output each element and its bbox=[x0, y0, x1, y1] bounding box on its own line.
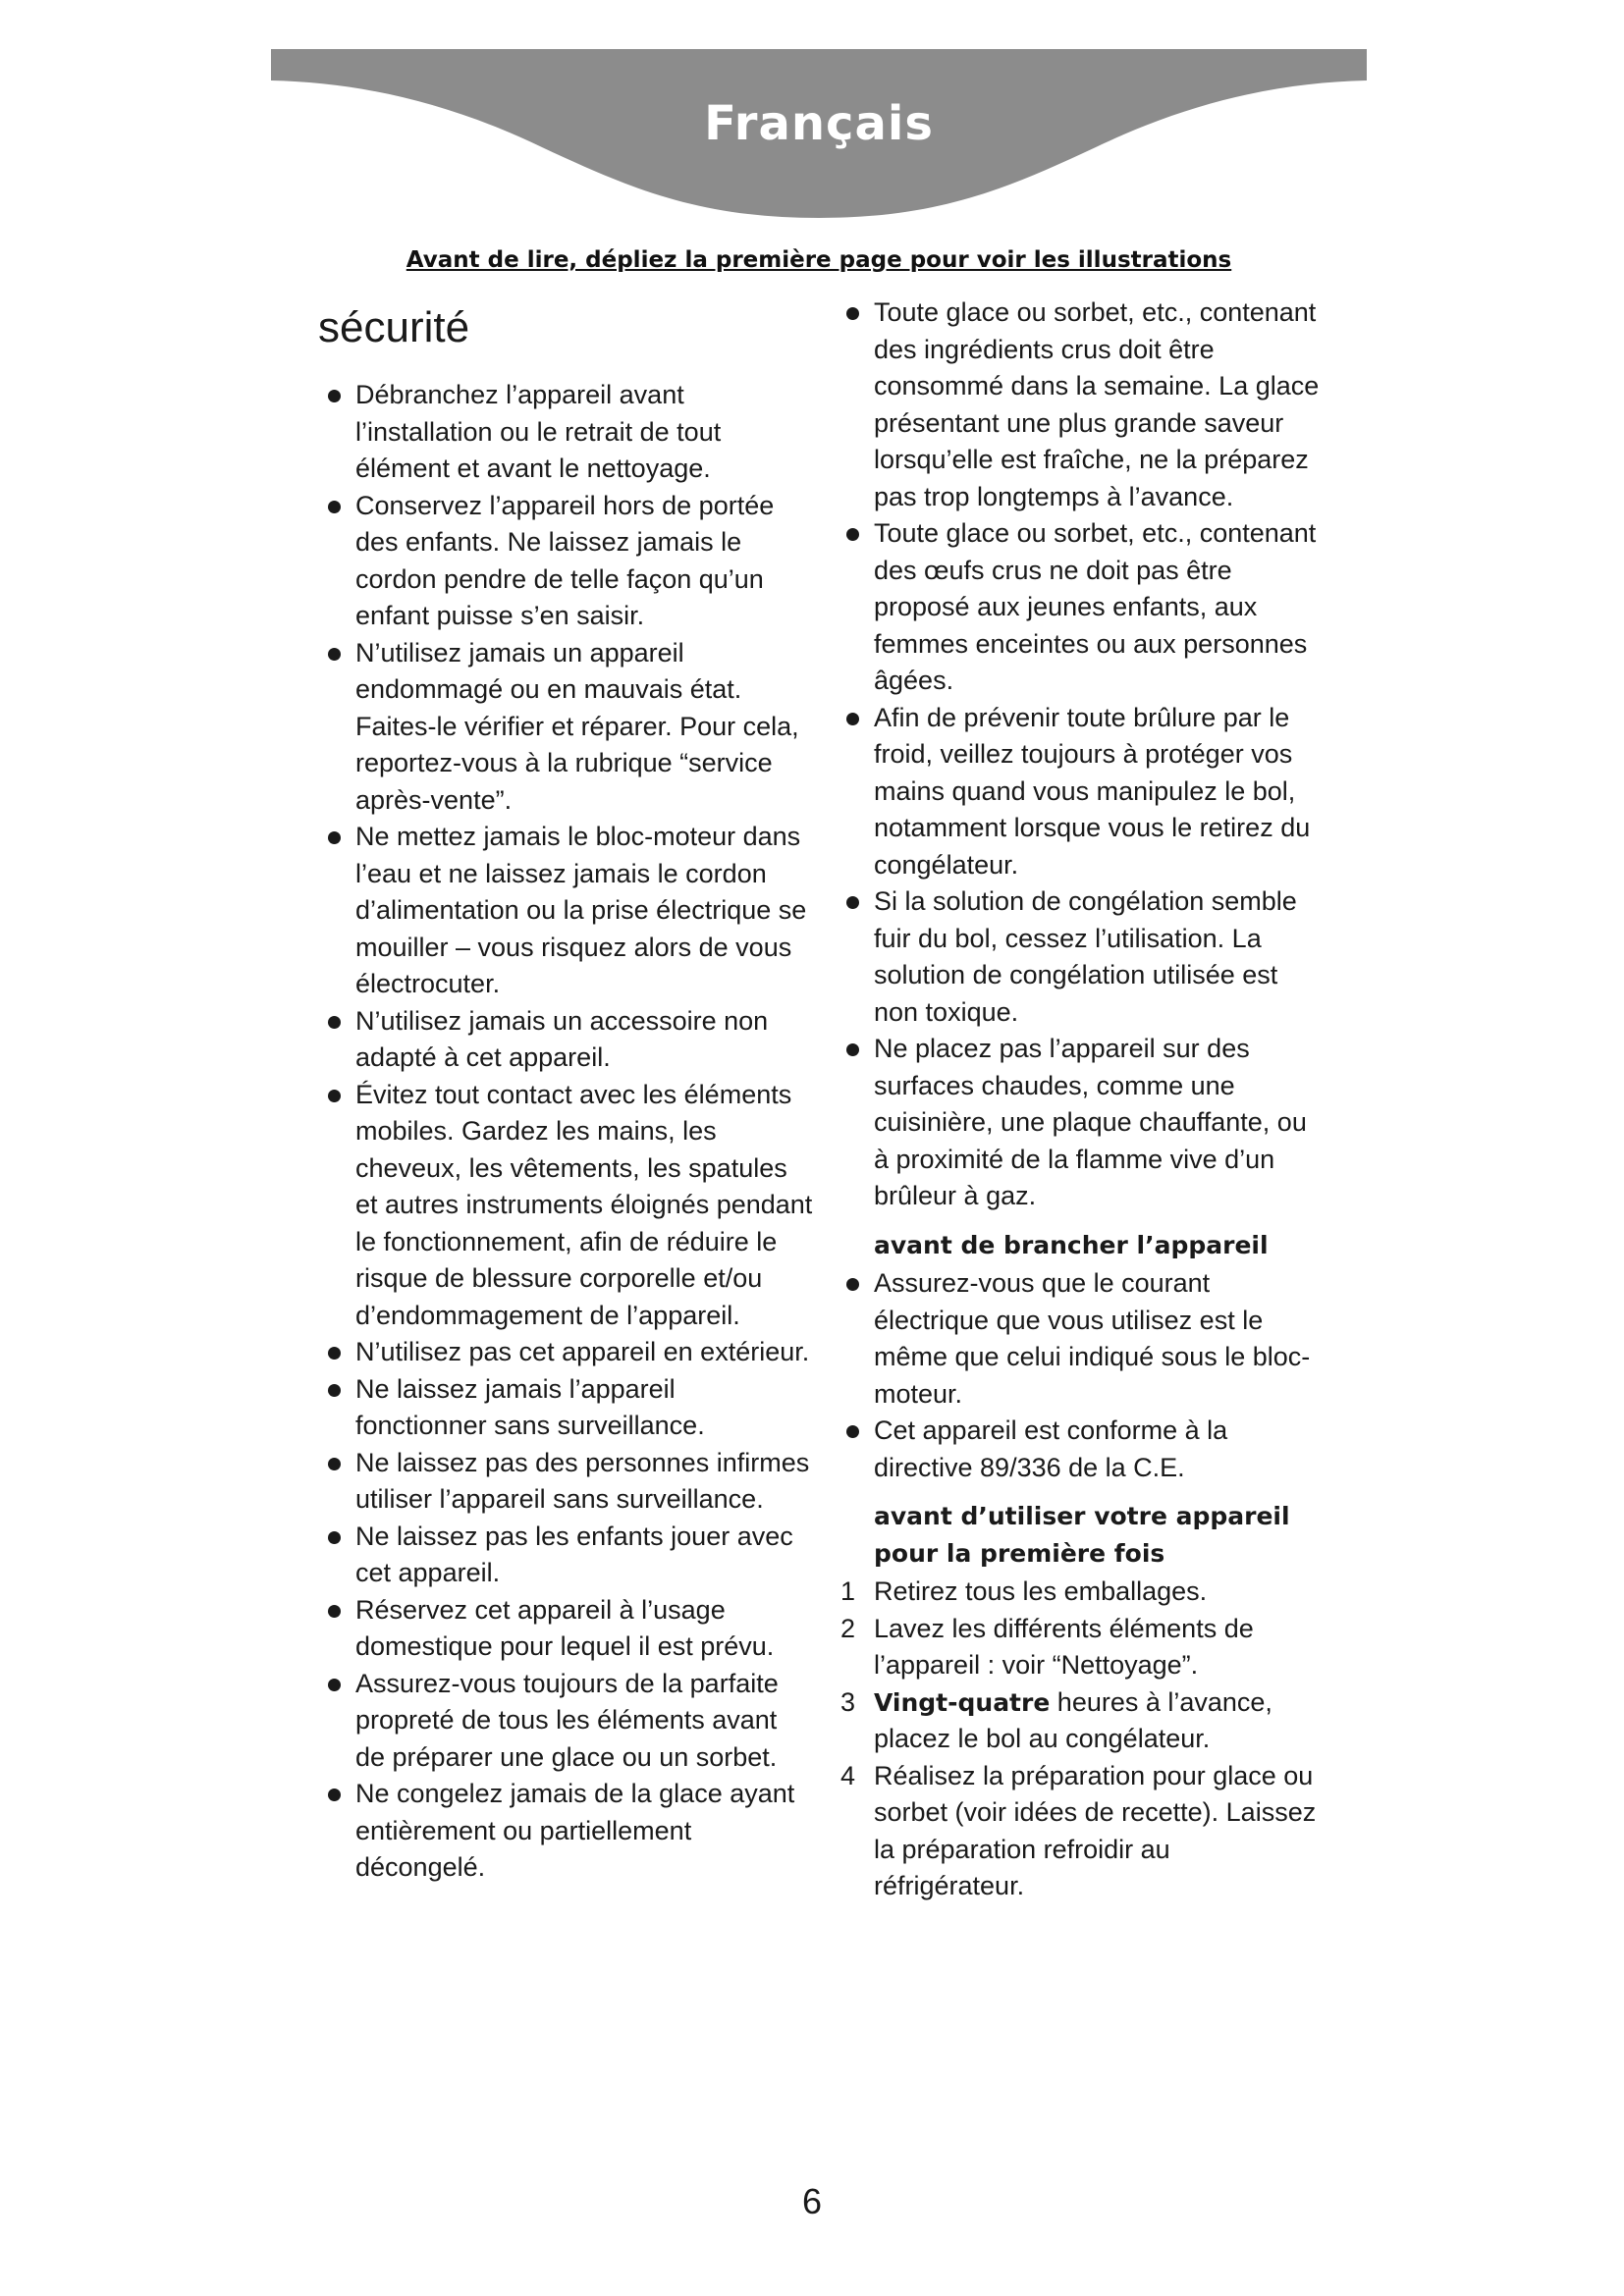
safety-list-right bbox=[840, 294, 1322, 1215]
step-number: 4 bbox=[840, 1760, 856, 1790]
foldout-notice: Avant de lire, dépliez la première page pour voir les illustrations bbox=[406, 247, 1232, 273]
safety-item: N’utilisez pas cet appareil en extérieur. bbox=[322, 1334, 813, 1371]
safety-item: Conservez l’appareil hors de portée des enfants. Ne laissez jamais le cordon pendre de telle façon qu’un enfant puisse s’en saisir. bbox=[322, 488, 813, 635]
safety-item: Toute glace ou sorbet, etc., contenant des ingrédients crus doit être consommé dans la semaine. La glace présentant une plus grande saveur lorsqu’elle est fraîche, ne la préparez pas trop longtemps à l’avance. bbox=[840, 294, 1322, 515]
step-item bbox=[840, 1684, 1322, 1758]
step-number: 1 bbox=[840, 1576, 856, 1606]
language-title: Français bbox=[704, 96, 934, 151]
safety-item: Si la solution de congélation semble fuir du bol, cessez l’utilisation. La solution de congélation utilisée est non toxique. bbox=[840, 883, 1322, 1031]
plugging-item: Assurez-vous que le courant électrique que vous utilisez est le même que celui indiqué sous le bloc-moteur. bbox=[840, 1265, 1322, 1413]
safety-item: Ne placez pas l’appareil sur des surfaces chaudes, comme une cuisinière, une plaque chauffante, ou à proximité de la flamme vive d’un brûleur à gaz. bbox=[840, 1031, 1322, 1215]
safety-item: Toute glace ou sorbet, etc., contenant des œufs crus ne doit pas être proposé aux jeunes enfants, aux femmes enceintes ou aux personnes âgées. bbox=[840, 515, 1322, 700]
step-item bbox=[840, 1758, 1322, 1905]
safety-item: Débranchez l’appareil avant l’installation ou le retrait de tout élément et avant le nettoyage. bbox=[322, 377, 813, 488]
first-use-title: avant d’utiliser votre appareil pour la première fois bbox=[874, 1502, 1290, 1568]
before-plugging-list bbox=[840, 1265, 1322, 1486]
safety-item: N’utilisez jamais un accessoire non adapté à cet appareil. bbox=[322, 1003, 813, 1077]
step-item bbox=[840, 1611, 1322, 1684]
step-text: Lavez les différents éléments de l’appareil : voir “Nettoyage”. bbox=[874, 1613, 1254, 1680]
plugging-item: Cet appareil est conforme à la directive 89/336 de la C.E. bbox=[840, 1413, 1322, 1486]
safety-item: Assurez-vous toujours de la parfaite propreté de tous les éléments avant de préparer une glace ou un sorbet. bbox=[322, 1666, 813, 1777]
safety-list-left bbox=[322, 377, 813, 1887]
step-emphasis: Vingt-quatre bbox=[874, 1687, 1051, 1717]
safety-item: Afin de prévenir toute brûlure par le froid, veillez toujours à protéger vos mains quand vous manipulez le bol, notamment lorsque vous le retirez du congélateur. bbox=[840, 700, 1322, 884]
before-plugging-title: avant de brancher l’appareil bbox=[874, 1230, 1269, 1259]
step-number: 2 bbox=[840, 1613, 856, 1643]
safety-item: Ne mettez jamais le bloc-moteur dans l’eau et ne laissez jamais le cordon d’alimentation ou la prise électrique se mouiller – vous risquez alors de vous électrocuter. bbox=[322, 819, 813, 1003]
safety-item: N’utilisez jamais un appareil endommagé ou en mauvais état. Faites-le vérifier et réparer. Pour cela, reportez-vous à la rubrique “service après-vente”. bbox=[322, 635, 813, 820]
safety-item: Ne laissez pas les enfants jouer avec cet appareil. bbox=[322, 1519, 813, 1592]
language-banner bbox=[271, 49, 1367, 236]
safety-item: Ne laissez jamais l’appareil fonctionner sans surveillance. bbox=[322, 1371, 813, 1445]
step-text: heures à l’avance, placez le bol au congélateur. bbox=[874, 1686, 1272, 1753]
step-item bbox=[840, 1574, 1322, 1611]
first-use-steps bbox=[840, 1574, 1322, 1905]
step-number: 3 bbox=[840, 1686, 856, 1717]
step-text: Retirez tous les emballages. bbox=[874, 1576, 1208, 1606]
left-column bbox=[318, 294, 813, 1887]
step-text: Réalisez la préparation pour glace ou sorbet (voir idées de recette). Laissez la préparation refroidir au réfrigérateur. bbox=[874, 1760, 1317, 1900]
safety-title: sécurité bbox=[318, 303, 470, 351]
safety-item: Ne laissez pas des personnes infirmes utiliser l’appareil sans surveillance. bbox=[322, 1445, 813, 1519]
safety-item: Réservez cet appareil à l’usage domestique pour lequel il est prévu. bbox=[322, 1592, 813, 1666]
safety-item: Ne congelez jamais de la glace ayant entièrement ou partiellement décongelé. bbox=[322, 1776, 813, 1887]
safety-item: Évitez tout contact avec les éléments mobiles. Gardez les mains, les cheveux, les vêtements, les spatules et autres instruments éloignés pendant le fonctionnement, afin de réduire le risque de blessure corporelle et/ou d’endommagement de l’appareil. bbox=[322, 1077, 813, 1335]
right-column bbox=[840, 294, 1322, 1905]
page-number: 6 bbox=[801, 2181, 823, 2221]
